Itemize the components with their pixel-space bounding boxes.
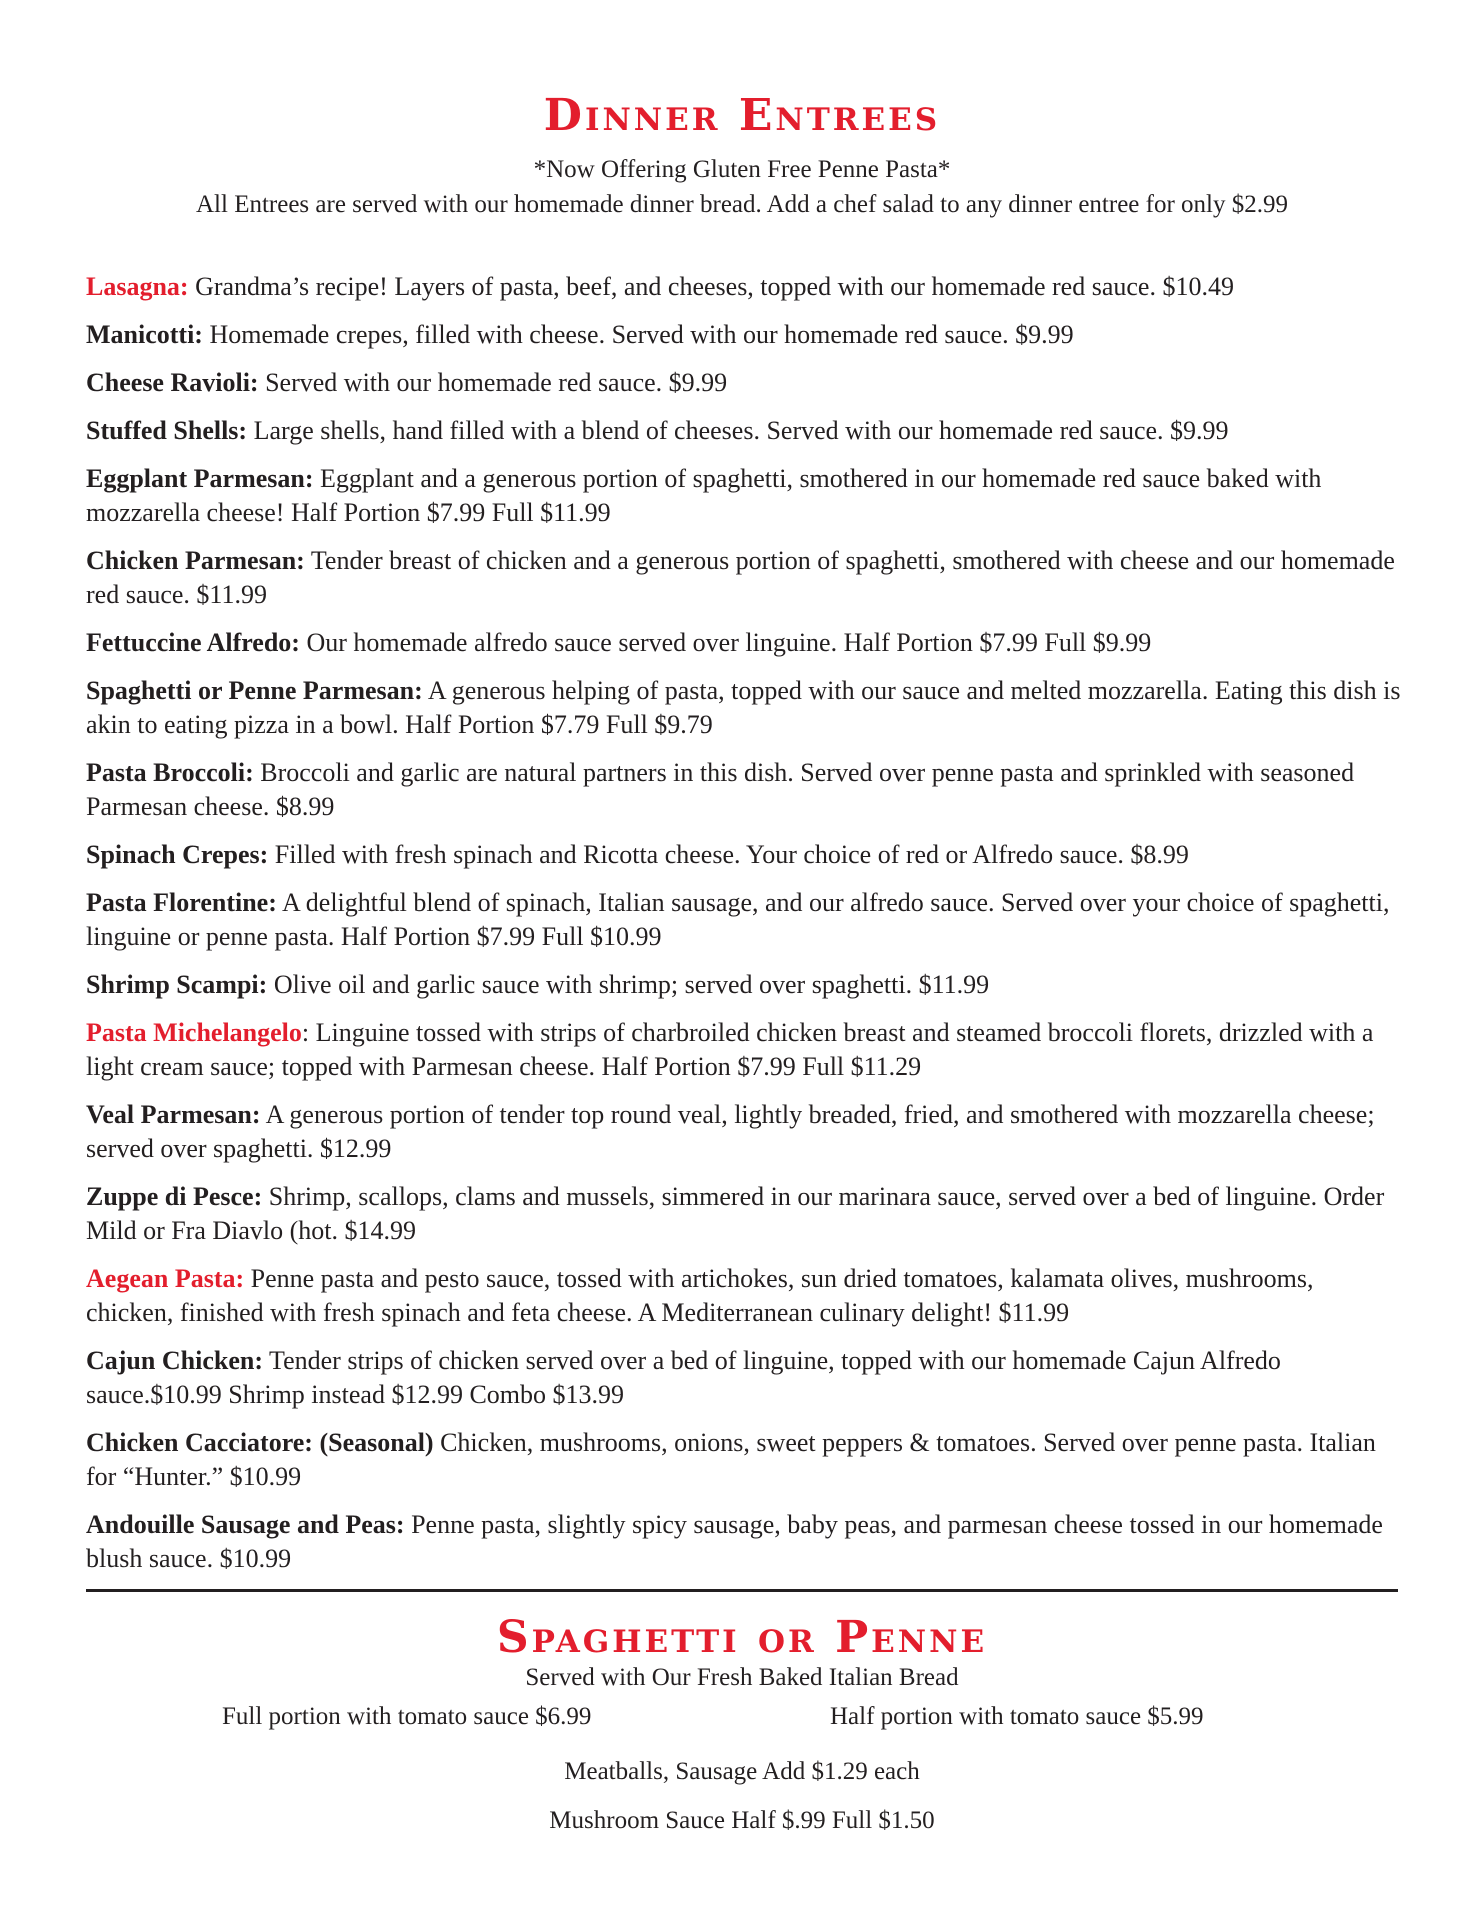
dinner-entrees-title: Dinner Entrees <box>543 90 941 141</box>
entry-name: Spaghetti or Penne Parmesan: <box>86 676 423 705</box>
entry-name: Chicken Cacciatore: (Seasonal) <box>86 1428 434 1457</box>
entry-name: Zuppe di Pesce: <box>86 1182 263 1211</box>
mushroom-addon: Mushroom Sauce Half $.99 Full $1.50 <box>549 1807 935 1834</box>
entry-name: Lasagna: <box>86 272 189 301</box>
entry-name: Cheese Ravioli: <box>86 368 259 397</box>
menu-entry <box>86 1016 1406 1084</box>
menu-entry <box>86 318 1406 352</box>
entry-description: Penne pasta and pesto sauce, tossed with artichokes, sun dried tomatoes, kalamata olives, mushrooms, chicken, finished with fresh spinach and feta cheese. A Mediterranean culinary delight! $11.99 <box>86 1264 1314 1327</box>
menu-entry <box>86 626 1406 660</box>
menu-entry <box>86 1180 1406 1248</box>
entry-name: Cajun Chicken: <box>86 1346 263 1375</box>
menu-entry <box>86 1262 1406 1330</box>
menu-entry <box>86 1426 1406 1494</box>
menu-entry <box>86 886 1406 954</box>
entry-name: Stuffed Shells: <box>86 416 248 445</box>
entry-name: Pasta Broccoli: <box>86 758 254 787</box>
full-portion-price: Full portion with tomato sauce $6.99 <box>222 1703 592 1730</box>
entry-description: Eggplant and a generous portion of spaghetti, smothered in our homemade red sauce baked with mozzarella cheese! Half Portion $7.99 Full $11.99 <box>86 464 1322 527</box>
section-divider <box>86 1589 1398 1592</box>
menu-entry <box>86 544 1406 612</box>
menu-entry <box>86 756 1406 824</box>
entry-description: Olive oil and garlic sauce with shrimp; served over spaghetti. $11.99 <box>267 970 990 999</box>
menu-entry <box>86 674 1406 742</box>
entry-description: A generous portion of tender top round veal, lightly breaded, fried, and smothered with mozzarella cheese; served over spaghetti. $12.99 <box>86 1100 1375 1163</box>
entry-description: Shrimp, scallops, clams and mussels, simmered in our marinara sauce, served over a bed of linguine. Order Mild or Fra Diavlo (hot. $14.99 <box>86 1182 1385 1245</box>
entry-description: Tender breast of chicken and a generous portion of spaghetti, smothered with cheese and our homemade red sauce. $11.99 <box>86 546 1395 609</box>
menu-entry <box>86 270 1406 304</box>
menu-entry <box>86 462 1406 530</box>
entry-name: Pasta Florentine: <box>86 888 277 917</box>
entry-description: A generous helping of pasta, topped with our sauce and melted mozzarella. Eating this dish is akin to eating pizza in a bowl. Half Portion $7.79 Full $9.79 <box>86 676 1401 739</box>
entry-description: : Linguine tossed with strips of charbroiled chicken breast and steamed broccoli florets, drizzled with a light cream sauce; topped with Parmesan cheese. Half Portion $7.99 Full $11.29 <box>86 1018 1374 1081</box>
entry-description: Tender strips of chicken served over a bed of linguine, topped with our homemade Cajun Alfredo sauce.$10.99 Shrimp instead $12.99 Combo $13.99 <box>86 1346 1281 1409</box>
entry-name: Andouille Sausage and Peas: <box>86 1510 405 1539</box>
entry-description: Served with our homemade red sauce. $9.99 <box>258 368 728 397</box>
entry-name: Eggplant Parmesan: <box>86 464 314 493</box>
menu-entry <box>86 1098 1406 1166</box>
menu-entry <box>86 838 1406 872</box>
entry-description: Broccoli and garlic are natural partners in this dish. Served over penne pasta and sprinkled with seasoned Parmesan cheese. $8.99 <box>86 758 1355 821</box>
spaghetti-title: Spaghetti or Penne <box>496 1612 988 1663</box>
bread-note: All Entrees are served with our homemade dinner bread. Add a chef salad to any dinner entree for only $2.99 <box>196 191 1288 218</box>
entry-description: Our homemade alfredo sauce served over linguine. Half Portion $7.99 Full $9.99 <box>299 628 1152 657</box>
entry-name: Shrimp Scampi: <box>86 970 268 999</box>
entry-name: Manicotti: <box>86 320 203 349</box>
entry-name: Chicken Parmesan: <box>86 546 305 575</box>
entry-description: Chicken, mushrooms, onions, sweet peppers & tomatoes. Served over penne pasta. Italian for “Hunter.” $10.99 <box>86 1428 1376 1491</box>
entry-description: Filled with fresh spinach and Ricotta cheese. Your choice of red or Alfredo sauce. $8.99 <box>268 840 1189 869</box>
half-portion-price: Half portion with tomato sauce $5.99 <box>830 1703 1204 1730</box>
menu-entry <box>86 366 1406 400</box>
entry-description: Grandma’s recipe! Layers of pasta, beef, and cheeses, topped with our homemade red sauce. $10.49 <box>188 272 1234 301</box>
entry-name: Veal Parmesan: <box>86 1100 261 1129</box>
menu-entry <box>86 1344 1406 1412</box>
entry-name: Aegean Pasta: <box>86 1264 245 1293</box>
entry-name: Spinach Crepes: <box>86 840 269 869</box>
entry-description: A delightful blend of spinach, Italian sausage, and our alfredo sauce. Served over your choice of spaghetti, linguine or penne pasta. Half Portion $7.99 Full $10.99 <box>86 888 1390 951</box>
menu-entry <box>86 968 1406 1002</box>
gluten-free-note: *Now Offering Gluten Free Penne Pasta* <box>533 156 951 183</box>
entry-name: Pasta Michelangelo <box>86 1018 302 1047</box>
menu-entry <box>86 1508 1406 1576</box>
menu-entry <box>86 414 1406 448</box>
entry-description: Penne pasta, slightly spicy sausage, baby peas, and parmesan cheese tossed in our homemade blush sauce. $10.99 <box>86 1510 1383 1573</box>
meatballs-addon: Meatballs, Sausage Add $1.29 each <box>564 1758 920 1785</box>
entree-list <box>86 270 1406 1590</box>
entry-description: Homemade crepes, filled with cheese. Served with our homemade red sauce. $9.99 <box>202 320 1074 349</box>
entry-description: Large shells, hand filled with a blend of cheeses. Served with our homemade red sauce. $9.99 <box>247 416 1229 445</box>
entry-name: Fettuccine Alfredo: <box>86 628 300 657</box>
spaghetti-subtitle: Served with Our Fresh Baked Italian Bread <box>525 1664 959 1691</box>
